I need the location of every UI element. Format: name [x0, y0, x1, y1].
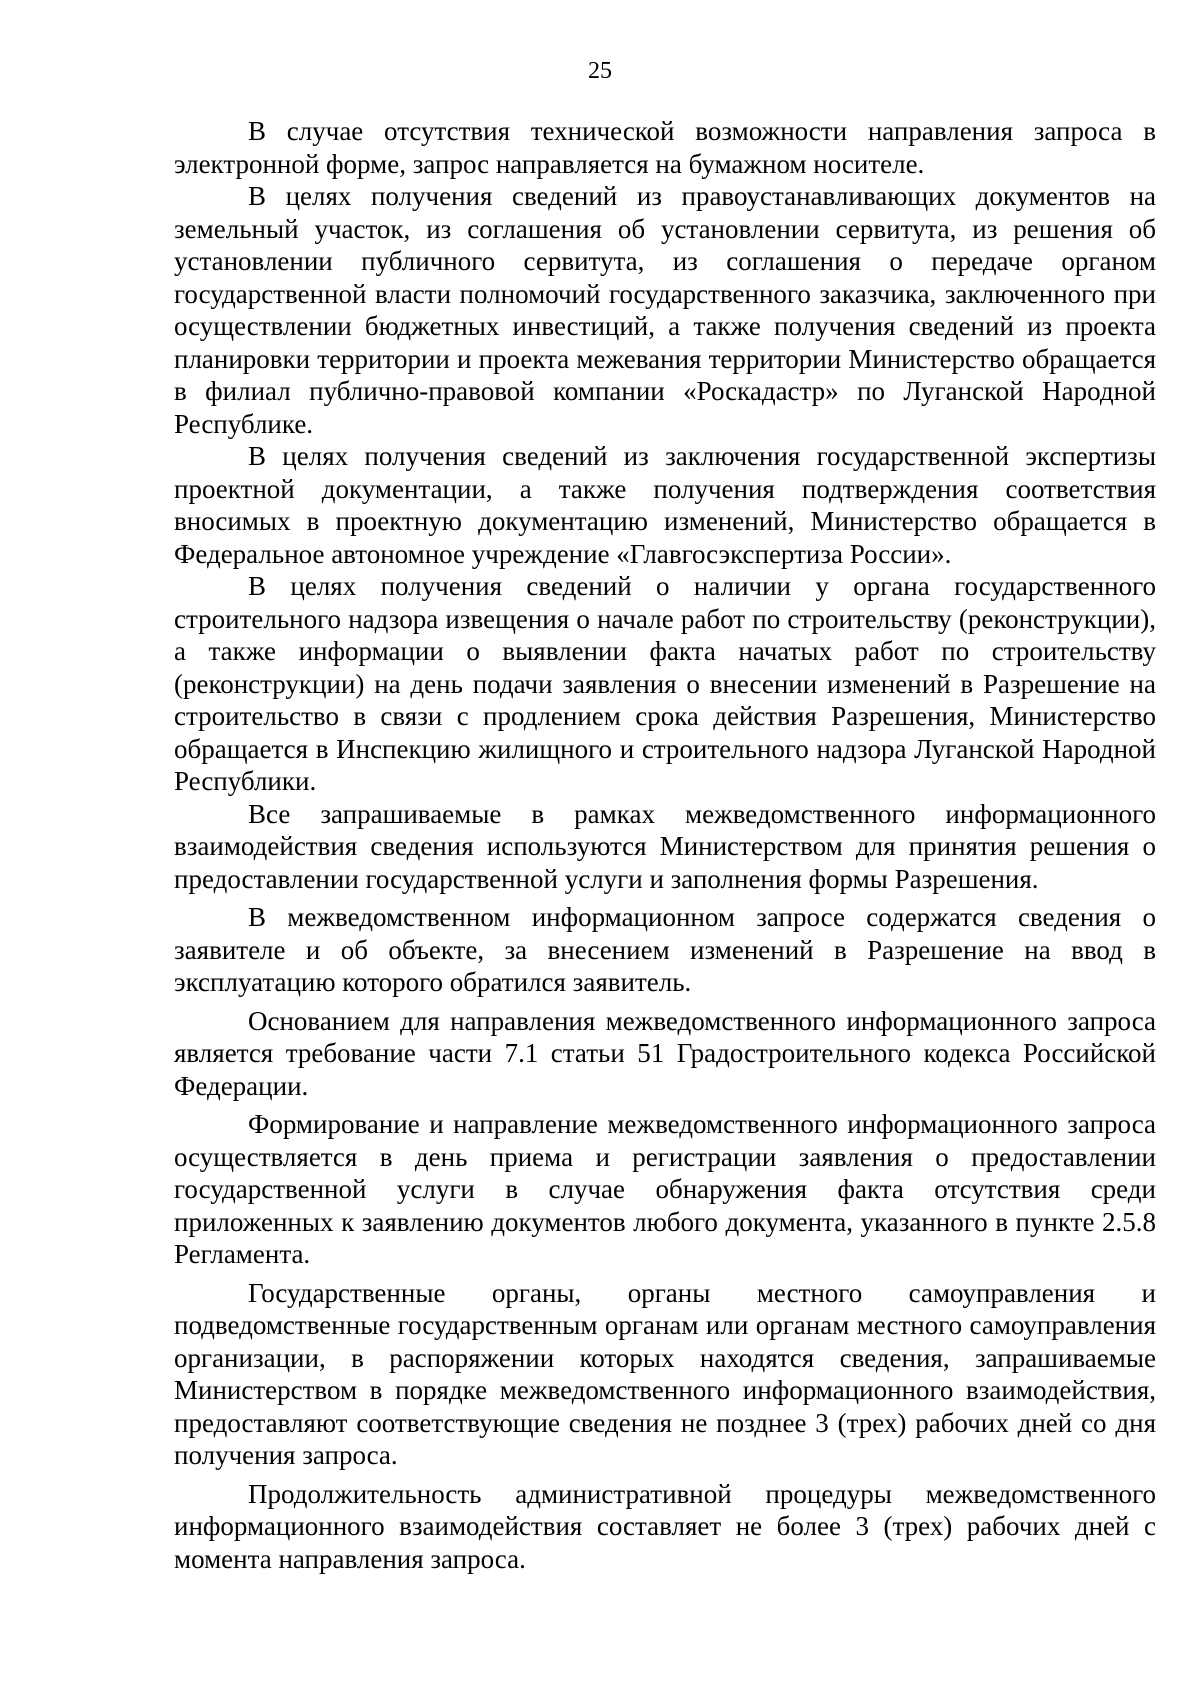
paragraph-paper-request: В случае отсутствия технической возможности направления запроса в электронной форме, запрос направляется на бумажном носителе.: [174, 116, 1156, 179]
paragraph-usage-of-data: Все запрашиваемые в рамках межведомственного информационного взаимодействия сведения используются Министерством для принятия решения о предоставлении государственной услуги и заполнения формы Разрешения.: [174, 798, 1156, 894]
paragraph-response-deadline: Государственные органы, органы местного самоуправления и подведомственные государственным органам или органам местного самоуправления организации, в распоряжении которых находятся сведения, запрашиваемые Министерством в порядке межведомственного информационного взаимодействия, предоставляют соответствующие сведения не позднее 3 (трех) рабочих дней со дня получения запроса.: [174, 1277, 1156, 1470]
paragraph-inspection-request: В целях получения сведений о наличии у органа государственного строительного надзора извещения о начале работ по строительству (реконструкции), а также информации о выявлении факта начатых работ по строительству (реконструкции) на день подачи заявления о внесении изменений в Разрешение на строительство в связи с продлением срока действия Разрешения, Министерство обращается в Инспекцию жилищного и строительного надзора Луганской Народной Республики.: [174, 571, 1156, 796]
paragraph-glavgosexpertiza-request: В целях получения сведений из заключения государственной экспертизы проектной документации, а также получения подтверждения соответствия вносимых в проектную документацию изменений, Министерство обращается в Федеральное автономное учреждение «Главгосэкспертиза России».: [174, 441, 1156, 569]
page-number: 25: [588, 58, 612, 84]
paragraph-request-formation: Формирование и направление межведомственного информационного запроса осуществляется в день приема и регистрации заявления о предоставлении государственной услуги в случае обнаружения факта отсутствия среди приложенных к заявлению документов любого документа, указанного в пункте 2.5.8 Регламента.: [174, 1109, 1156, 1269]
paragraph-roskadastr-request: В целях получения сведений из правоустанавливающих документов на земельный участок, из соглашения об установлении сервитута, из решения об установлении публичного сервитута, из соглашения о передаче органом государственной власти полномочий государственного заказчика, заключенного при осуществлении бюджетных инвестиций, а также получения сведений из проекта планировки территории и проекта межевания территории Министерство обращается в филиал публично-правовой компании «Роскадастр» по Луганской Народной Республике.: [174, 181, 1156, 439]
paragraph-request-contents: В межведомственном информационном запросе содержатся сведения о заявителе и об объекте, за внесением изменений в Разрешение на ввод в эксплуатацию которого обратился заявитель.: [174, 902, 1156, 997]
paragraph-legal-basis: Основанием для направления межведомственного информационного запроса является требование части 7.1 статьи 51 Градостроительного кодекса Российской Федерации.: [174, 1005, 1156, 1101]
document-body: [174, 115, 1156, 1575]
paragraph-procedure-duration: Продолжительность административной процедуры межведомственного информационного взаимодействия составляет не более 3 (трех) рабочих дней с момента направления запроса.: [174, 1478, 1156, 1574]
